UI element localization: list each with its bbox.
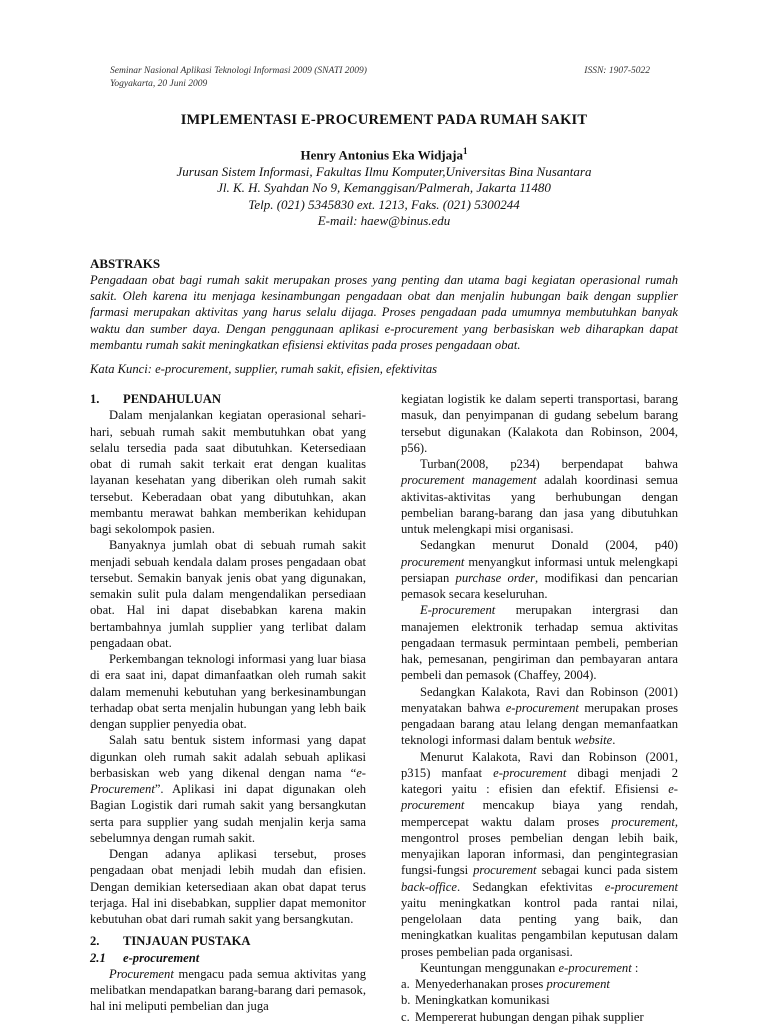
section-heading <box>90 933 366 949</box>
section-number: 2. <box>90 934 100 949</box>
section-heading <box>90 391 366 407</box>
left-column <box>90 391 366 1015</box>
paragraph: Sedangkan Kalakota, Ravi dan Robinson (2001) menyatakan bahwa e-procurement merupakan proses pengadaan barang atau lelang dengan memanfaatkan teknologi informasi dalam bentuk website. <box>401 684 678 748</box>
paragraph: Menurut Kalakota, Ravi dan Robinson (2001, p315) manfaat e-procurement dibagi menjadi 2 kategori yaitu : efisien dan efektif. Efisiensi e-procurement mencakup biaya yang rendah, mempercepat waktu dalam proses procurement, mengontrol proses pembelian dengan lebih baik, menyajikan laporan informasi, dan pengintegrasian fungsi-fungsi procurement sebagai kunci pada sistem back-office. Sedangkan efektivitas e-procurement yaitu meningkatkan kontrol pada rantai nilai, pengelolaan data penting yang baik, dan meningkatkan kualitas pengambilan keputusan dalam proses pembelian pada organisasi. <box>401 749 679 959</box>
keywords: Kata Kunci: e-procurement, supplier, rumah sakit, efisien, efektivitas <box>90 362 438 376</box>
paragraph: E-procurement merupakan intergrasi dan manajemen elektronik terhadap semua aktivitas pengadaan termasuk permintaan pembeli, pemberian hak, pemesanan, pengiriman dan pembayaran antara pembeli dan pemasok (Chaffey, 2004). <box>401 603 678 683</box>
abstract-text: Pengadaan obat bagi rumah sakit merupakan proses yang penting dan utama bagi kegiatan operasional rumah sakit. Oleh karena itu menjaga kesinambungan pengadaan obat dan menjalin hubungan baik dengan supplier farmasi merupakan aktivitas yang harus selalu dijaga. Proses pengadaan pada umumnya membutuhkan banyak waktu dan sumber daya. Dengan penggunaan aplikasi e-procurement yang berbasiskan web diharapkan dapat membantu rumah sakit meningkatkan efisiensi ektivitas pada proses pengadaan obat. <box>90 273 678 352</box>
list-item: a. Menyederhanakan proses procurement <box>401 977 610 991</box>
section-title: PENDAHULUAN <box>123 392 221 406</box>
author-phone: Telp. (021) 5345830 ext. 1213, Faks. (021) 5300244 <box>248 196 520 212</box>
paragraph: Turban(2008, p234) berpendapat bahwa procurement management adalah koordinasi semua aktivitas-aktivitas yang berhubungan dengan pembelian barang-barang dan jasa yang dibutuhkan untuk melengkapi misi organisasi. <box>401 457 678 536</box>
right-column <box>401 391 678 1025</box>
author-name: Henry Antonius Eka Widjaja <box>300 147 463 163</box>
author-address: Jl. K. H. Syahdan No 9, Kemanggisan/Palmerah, Jakarta 11480 <box>217 180 551 196</box>
running-header <box>110 65 650 91</box>
list-item: c. Mempererat hubungan dengan pihak supplier <box>401 1009 644 1024</box>
paragraph: Salah satu bentuk sistem informasi yang dapat digunkan oleh rumah sakit adalah sebuah aplikasi berbasiskan web yang dikenal dengan nama “e-Procurement”. Aplikasi ini dapat digunakan oleh Bagian Logistik dari rumah sakit yang bersangkutan serta para supplier yang sudah menjalin kerja sama sebelumnya dengan rumah sakit. <box>90 733 366 845</box>
abstract-heading: ABSTRAKS <box>90 256 161 271</box>
section-title: TINJAUAN PUSTAKA <box>123 934 251 949</box>
paragraph: Sedangkan menurut Donald (2004, p40) procurement menyangkut informasi untuk melengkapi persiapan purchase order, modifikasi dan pencarian pemasok secara keseluruhan. <box>401 538 678 601</box>
paper-title: IMPLEMENTASI E-PROCUREMENT PADA RUMAH SAKIT <box>180 112 588 128</box>
issn: ISSN: 1907-5022 <box>584 66 650 76</box>
subsection-title: e-procurement <box>123 950 200 965</box>
subsection-number: 2.1 <box>90 950 106 965</box>
conference-name: Seminar Nasional Aplikasi Teknologi Informasi 2009 (SNATI 2009) <box>110 66 367 76</box>
author-block <box>0 143 768 230</box>
paragraph: Perkembangan teknologi informasi yang luar biasa di era saat ini, dapat dimanfaatkan oleh rumah sakit dalam memenuhi kebutuhan yang berkesinambungan terhadap obat serta menjalin hubungan yang lebh baik dengan supplier penyedia obat. <box>90 652 366 731</box>
author-email: E-mail: haew@binus.edu <box>317 213 451 229</box>
conference-place-date: Yogyakarta, 20 Juni 2009 <box>110 79 208 89</box>
paragraph: Banyaknya jumlah obat di sebuah rumah sakit menjadi sebuah kendala dalam proses pengadaan obat tersebut. Semakin banyak jenis obat yang digunakan, semakin sulit pula dalam mengendalikan persediaan obat. Hal ini dapat disebabkan karena makin bertambahnya jumlah supplier yang terlibat dalam pengadaan obat. <box>90 538 366 650</box>
paragraph: kegiatan logistik ke dalam seperti transportasi, barang masuk, dan penyimpanan di gudang sebelum barang tersebut digunakan (Kalakota dan Robinson, 2004, p56). <box>401 392 678 455</box>
paragraph: Procurement mengacu pada semua aktivitas yang melibatkan mendapatkan barang-barang dari pemasok, hal ini meliputi pembelian dan juga <box>90 966 366 1014</box>
author-affiliation: Jurusan Sistem Informasi, Fakultas Ilmu Komputer,Universitas Bina Nusantara <box>176 163 592 179</box>
paragraph: Dengan adanya aplikasi tersebut, proses pengadaan obat menjadi lebih mudah dan efisien. Dengan demikian ketersediaan akan obat dapat terus terjaga. Hal ini disebabkan, supplier dapat memonitor kebutuhan obat dari rumah sakit yang bersangkutan. <box>90 847 366 926</box>
paragraph: Keuntungan menggunakan e-procurement : <box>420 960 639 975</box>
list-item: b. Meningkatkan komunikasi <box>401 993 550 1008</box>
paragraph: Dalam menjalankan kegiatan operasional sehari-hari, sebuah rumah sakit membutuhkan obat yang selalu tersedia pada saat dibutuhkan. Ketersediaan obat di rumah sakit terkait erat dengan kualitas layanan kesehatan yang diberikan oleh rumah sakit tersebut. Keberadaan obat yang dibutuhkan, akan membantu merawat bahkan memberikan kehidupan bagi sekolompok pasien. <box>90 408 366 536</box>
subsection-heading <box>90 950 366 966</box>
section-number: 1. <box>90 392 100 406</box>
author-superscript: 1 <box>462 146 468 156</box>
